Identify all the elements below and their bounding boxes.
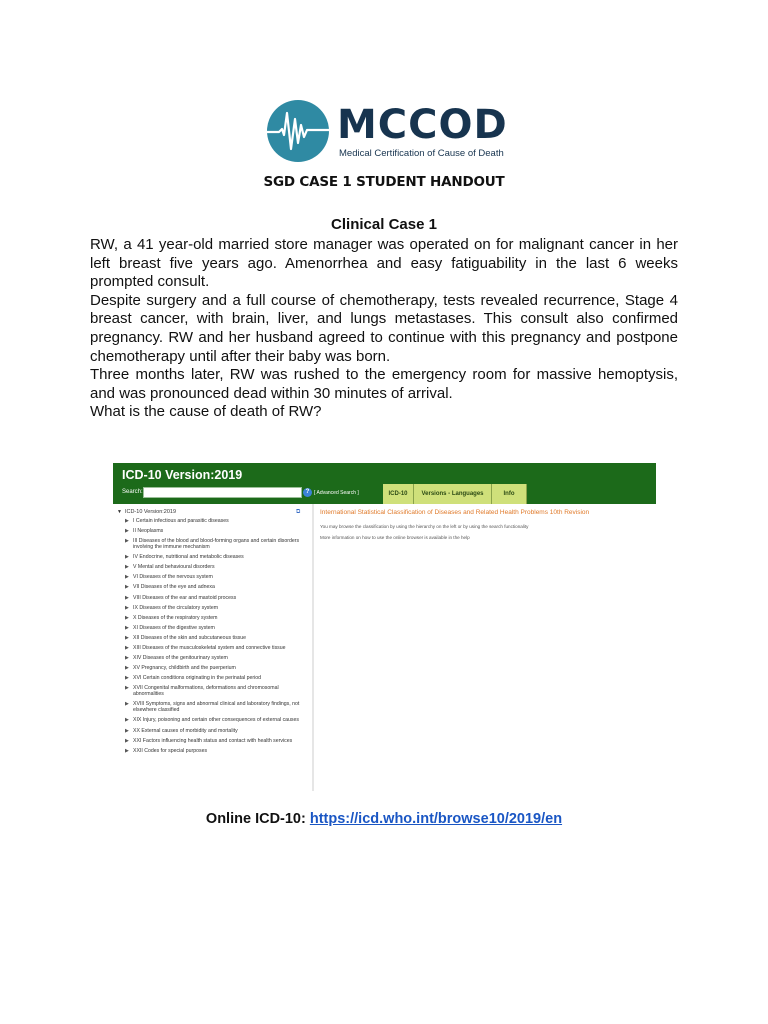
icd-chapter-item: [125, 605, 307, 611]
icd-chapter-label: XVII Congenital malformations, deformations and chromosomal abnormalities: [133, 684, 279, 698]
icd-chapter-label: XV Pregnancy, childbirth and the puerperium: [133, 664, 236, 671]
caret-right-icon: ▶: [125, 701, 129, 708]
icd-chapter-item: [125, 518, 307, 524]
icd-chapter-label: IV Endocrine, nutritional and metabolic diseases: [133, 554, 244, 561]
case-question: What is the cause of death of RW?: [90, 403, 322, 421]
icd-tree-root: [117, 509, 176, 515]
caret-right-icon: ▶: [125, 674, 129, 681]
caret-right-icon: ▶: [125, 654, 129, 661]
caret-right-icon: ▶: [125, 574, 129, 581]
tab-versions-languages: Versions - Languages: [414, 484, 492, 504]
icd-chapter-label: XXI Factors influencing health status and contact with health services: [133, 737, 293, 744]
tab-icd10: ICD-10: [383, 484, 414, 504]
help-icon: ?: [303, 488, 312, 497]
handout-title: SGD CASE 1 STUDENT HANDOUT: [263, 174, 505, 190]
icd-chapter-label: XVI Certain conditions originating in the perinatal period: [133, 674, 262, 681]
caret-right-icon: ▶: [125, 737, 129, 744]
icd-title: ICD-10 Version:2019: [122, 468, 243, 482]
icd-chapter-item: [125, 738, 307, 744]
icd-chapter-label: VIII Diseases of the ear and mastoid process: [133, 594, 237, 601]
case-body: [90, 236, 678, 422]
icd-advanced-search-link: [ Advanced Search ]: [314, 490, 359, 496]
icd-chapter-list: [125, 518, 307, 758]
icd-chapter-item: [125, 584, 307, 590]
icd-chapter-label: X Diseases of the respiratory system: [133, 614, 218, 621]
caret-right-icon: ▶: [125, 634, 129, 641]
icd-tree-panel: [113, 504, 313, 791]
caret-right-icon: ▶: [125, 644, 129, 651]
icd-chapter-item: [125, 615, 307, 621]
caret-right-icon: ▶: [125, 664, 129, 671]
icd-chapter-item: [125, 728, 307, 734]
online-icd-label: Online ICD-10:: [205, 811, 306, 827]
caret-right-icon: ▶: [125, 518, 129, 524]
case-paragraph: RW, a 41 year-old married store manager was operated on for malignant cancer in her left breast five years ago. Amenorrhea and easy fatiguability in the last 6 weeks prompted consult.: [90, 236, 678, 291]
icd-chapter-label: XIII Diseases of the musculoskeletal system and connective tissue: [133, 644, 286, 651]
icd-browser-screenshot: [113, 463, 656, 791]
icd-header: [113, 463, 656, 504]
mccod-logo: [266, 99, 506, 165]
icd-chapter-label: XIV Diseases of the genitourinary system: [133, 654, 228, 661]
icd-chapter-item: [125, 554, 307, 560]
icd-search-input: [143, 487, 302, 498]
icd-chapter-label: III Diseases of the blood and blood-forming organs and certain disorders involving the immune mechanism: [133, 538, 300, 551]
collapse-tree-icon: ⧉: [296, 509, 301, 515]
caret-right-icon: ▶: [125, 594, 129, 601]
caret-right-icon: ▶: [125, 717, 129, 724]
icd-chapter-label: VI Diseases of the nervous system: [133, 574, 213, 581]
icd-chapter-label: II Neoplasms: [133, 528, 164, 535]
icd-chapter-item: [125, 645, 307, 651]
icd-chapter-item: [125, 748, 307, 754]
caret-right-icon: ▶: [125, 584, 129, 591]
caret-right-icon: ▶: [125, 604, 129, 611]
logo-tagline: Medical Certification of Cause of Death: [339, 148, 504, 159]
icd-chapter-item: [125, 717, 307, 723]
caret-right-icon: ▶: [125, 528, 129, 535]
caret-right-icon: ▶: [125, 727, 129, 734]
icd-chapter-item: [125, 701, 307, 713]
caret-right-icon: ▶: [125, 554, 129, 561]
caret-down-icon: ▼: [117, 509, 122, 515]
icd-chapter-item: [125, 538, 307, 550]
caret-right-icon: ▶: [125, 747, 129, 754]
logo-wordmark: MCCOD: [337, 102, 508, 148]
caret-right-icon: ▶: [125, 684, 129, 691]
online-icd-link[interactable]: https://icd.who.int/browse10/2019/en: [309, 811, 563, 827]
icd-content-text: More information on how to use the online browser is available in the help: [320, 535, 470, 540]
icd-chapter-label: IX Diseases of the circulatory system: [133, 604, 219, 611]
icd-chapter-label: XI Diseases of the digestive system: [133, 624, 215, 631]
icd-chapter-label: XX External causes of morbidity and mortality: [133, 727, 238, 734]
icd-content-panel: [316, 504, 656, 791]
icd-chapter-item: [125, 665, 307, 671]
icd-search-label: Search:: [122, 489, 143, 495]
icd-chapter-item: [125, 685, 307, 697]
icd-chapter-item: [125, 655, 307, 661]
icd-chapter-item: [125, 574, 307, 580]
icd-chapter-label: XVIII Symptoms, signs and abnormal clinical and laboratory findings, not elsewhere classified: [133, 701, 300, 714]
icd-chapter-item: [125, 564, 307, 570]
case-paragraph: Despite surgery and a full course of chemotherapy, tests revealed recurrence, Stage 4 breast cancer, with brain, liver, and lungs metastases. This consult also confirmed pregnancy. RW and her husband agreed to continue with this pregnancy and postpone chemotherapy until after their baby was born.: [90, 291, 678, 365]
icd-chapter-label: XXII Codes for special purposes: [133, 747, 208, 754]
icd-chapter-label: V Mental and behavioural disorders: [133, 564, 215, 571]
icd-chapter-label: VII Diseases of the eye and adnexa: [133, 584, 215, 591]
icd-chapter-label: XIX Injury, poisoning and certain other consequences of external causes: [133, 717, 300, 724]
online-icd-line: [0, 811, 768, 827]
icd-chapter-item: [125, 635, 307, 641]
caret-right-icon: ▶: [125, 614, 129, 621]
icd-chapter-label: XII Diseases of the skin and subcutaneous tissue: [133, 634, 247, 641]
icd-panel-divider: [312, 504, 314, 791]
caret-right-icon: ▶: [125, 624, 129, 631]
tab-info: Info: [492, 484, 527, 504]
heartbeat-logo-icon: [266, 99, 330, 163]
case-title: Clinical Case 1: [331, 216, 437, 233]
caret-right-icon: ▶: [125, 538, 129, 545]
icd-content-text: You may browse the classification by using the hierarchy on the left or by using the search functionality: [320, 524, 529, 529]
icd-tree-root-label: ICD-10 Version:2019: [124, 509, 177, 515]
icd-chapter-item: [125, 625, 307, 631]
icd-chapter-label: I Certain infectious and parasitic diseases: [133, 518, 229, 524]
icd-chapter-item: [125, 675, 307, 681]
icd-chapter-item: [125, 528, 307, 534]
icd-content-heading: International Statistical Classification of Diseases and Related Health Problems 10th Revision: [320, 509, 590, 516]
caret-right-icon: ▶: [125, 564, 129, 571]
icd-chapter-item: [125, 595, 307, 601]
case-paragraph: Three months later, RW was rushed to the emergency room for massive hemoptysis, and was pronounced dead within 30 minutes of arrival.: [90, 366, 678, 402]
